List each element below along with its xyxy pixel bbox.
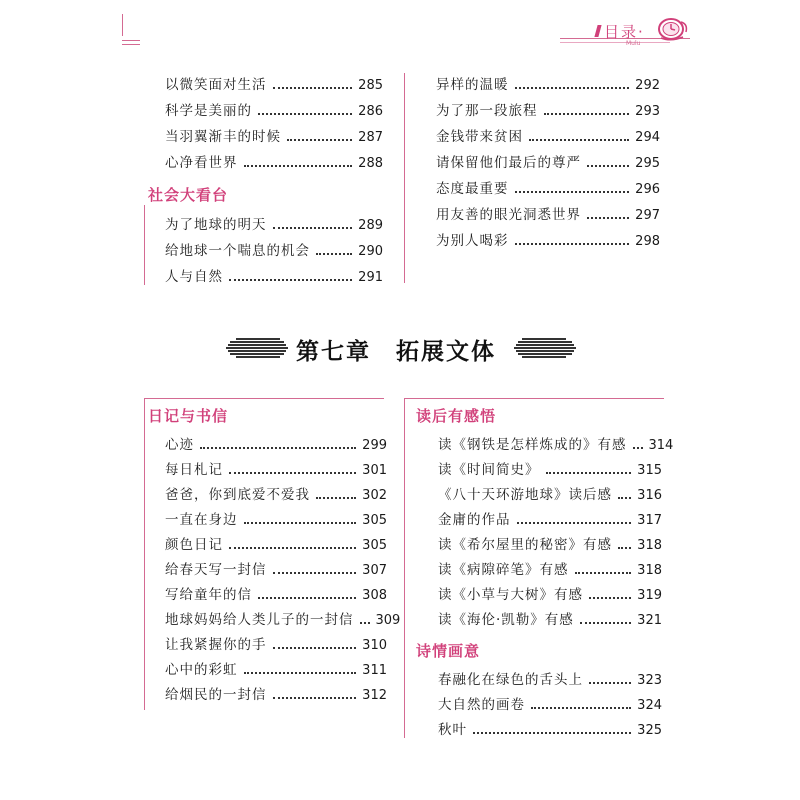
toc-entry[interactable]: 读《钢铁是怎样炼成的》有感 314 <box>438 437 674 453</box>
column-divider-bottom-right <box>404 398 405 738</box>
dot-leader <box>515 183 630 193</box>
dot-leader <box>473 724 631 734</box>
corner-crop-mark <box>122 14 152 42</box>
dot-leader <box>544 105 630 115</box>
toc-entry[interactable]: 为别人喝彩 298 <box>436 233 660 249</box>
section-title-poetry[interactable]: 诗情画意 <box>416 642 481 660</box>
toc-entry[interactable]: 金庸的作品 317 <box>438 512 662 528</box>
dot-leader <box>244 664 357 674</box>
header-dot: · <box>638 22 645 41</box>
toc-entry[interactable]: 春融化在绿色的舌头上 323 <box>438 672 662 688</box>
dot-leader <box>244 514 357 524</box>
toc-entry[interactable]: 为了地球的明天 289 <box>165 217 383 233</box>
dot-leader <box>200 439 356 449</box>
toc-entry[interactable]: 给春天写一封信 307 <box>165 562 387 578</box>
toc-entry[interactable]: 读《时间简史》 315 <box>438 462 662 478</box>
toc-entry[interactable]: 给地球一个喘息的机会 290 <box>165 243 383 259</box>
dot-leader <box>618 489 631 499</box>
dot-leader <box>229 539 356 549</box>
dot-leader <box>244 157 353 167</box>
dot-leader <box>529 131 629 141</box>
dot-leader <box>618 539 631 549</box>
toc-entry[interactable]: 心迹 299 <box>165 437 387 453</box>
toc-entry[interactable]: 以微笑面对生活 285 <box>165 77 383 93</box>
toc-entry[interactable]: 大自然的画卷 324 <box>438 697 662 713</box>
section-title-diary[interactable]: 日记与书信 <box>148 407 229 425</box>
dot-leader <box>316 489 356 499</box>
toc-entry[interactable]: 读《病隙碎笔》有感 318 <box>438 562 662 578</box>
toc-entry[interactable]: 每日札记 301 <box>165 462 387 478</box>
dot-leader <box>287 131 352 141</box>
dot-leader <box>589 589 631 599</box>
toc-entry[interactable]: 用友善的眼光洞悉世界 297 <box>436 207 660 223</box>
toc-entry[interactable]: 读《小草与大树》有感 319 <box>438 587 662 603</box>
dot-leader <box>273 219 353 229</box>
dot-leader <box>258 105 352 115</box>
dot-leader <box>515 79 630 89</box>
toc-reading <box>438 433 674 643</box>
dot-leader <box>229 464 356 474</box>
toc-entry[interactable]: 给烟民的一封信 312 <box>165 687 387 703</box>
toc-entry[interactable]: 写给童年的信 308 <box>165 587 387 603</box>
dot-leader <box>517 514 632 524</box>
toc-entry[interactable]: 爸爸，你到底爱不爱我 302 <box>165 487 387 503</box>
section-rule-right <box>404 398 664 399</box>
dot-leader <box>587 157 629 167</box>
dot-leader <box>546 464 632 474</box>
toc-entry[interactable]: 颜色日记 305 <box>165 537 387 553</box>
toc-entry[interactable]: 《八十天环游地球》读后感 316 <box>438 487 662 503</box>
dot-leader <box>229 271 352 281</box>
dot-leader <box>633 439 643 449</box>
toc-entry[interactable]: 读《希尔屋里的秘密》有感 318 <box>438 537 662 553</box>
header-subtitle: Mulu <box>626 40 641 47</box>
section-title-reading[interactable]: 读后有感悟 <box>416 407 497 425</box>
toc-entry[interactable]: 秋叶 325 <box>438 722 662 738</box>
toc-entry[interactable]: 让我紧握你的手 310 <box>165 637 387 653</box>
toc-entry[interactable]: 心净看世界 288 <box>165 155 383 171</box>
banner-stripes-left <box>226 337 288 361</box>
column-divider-top-left <box>144 205 145 285</box>
toc-entry[interactable]: 一直在身边 305 <box>165 512 387 528</box>
header-title-wrap <box>598 21 645 42</box>
dot-leader <box>273 639 357 649</box>
chapter-title[interactable]: 第七章 拓展文体 <box>296 338 496 365</box>
toc-entry[interactable]: 当羽翼渐丰的时候 287 <box>165 129 383 145</box>
toc-entry[interactable]: 地球妈妈给人类儿子的一封信 309 <box>165 612 401 628</box>
chapter-banner <box>0 331 800 371</box>
dot-leader <box>360 614 370 624</box>
section-rule-left <box>144 398 384 399</box>
toc-diary <box>165 433 401 733</box>
dot-leader <box>531 699 631 709</box>
dot-leader <box>273 564 357 574</box>
banner-stripes-right <box>514 337 576 361</box>
column-divider-top <box>404 73 405 283</box>
dot-leader <box>273 79 353 89</box>
dot-leader <box>316 245 352 255</box>
toc-entry[interactable]: 异样的温暖 292 <box>436 77 660 93</box>
toc-entry[interactable]: 读《海伦·凯勒》有感 321 <box>438 612 662 628</box>
toc-entry[interactable]: 金钱带来贫困 294 <box>436 129 660 145</box>
toc-society <box>165 213 383 293</box>
dot-leader <box>587 209 629 219</box>
header-title: 目录 <box>604 22 639 41</box>
toc-entry[interactable]: 人与自然 291 <box>165 269 383 285</box>
toc-top-right <box>436 73 660 273</box>
toc-entry[interactable]: 科学是美丽的 286 <box>165 103 383 119</box>
dot-leader <box>515 235 630 245</box>
dot-leader <box>580 614 631 624</box>
dot-leader <box>575 564 632 574</box>
toc-entry[interactable]: 为了那一段旅程 293 <box>436 103 660 119</box>
clock-icon <box>655 16 689 42</box>
column-divider-bottom-left <box>144 398 145 710</box>
section-title-society[interactable]: 社会大看台 <box>148 186 229 204</box>
dot-leader <box>258 589 356 599</box>
dot-leader <box>273 689 357 699</box>
toc-entry[interactable]: 心中的彩虹 311 <box>165 662 387 678</box>
toc-poetry <box>438 668 662 748</box>
toc-entry[interactable]: 请保留他们最后的尊严 295 <box>436 155 660 171</box>
toc-entry[interactable]: 态度最重要 296 <box>436 181 660 197</box>
dot-leader <box>589 674 631 684</box>
